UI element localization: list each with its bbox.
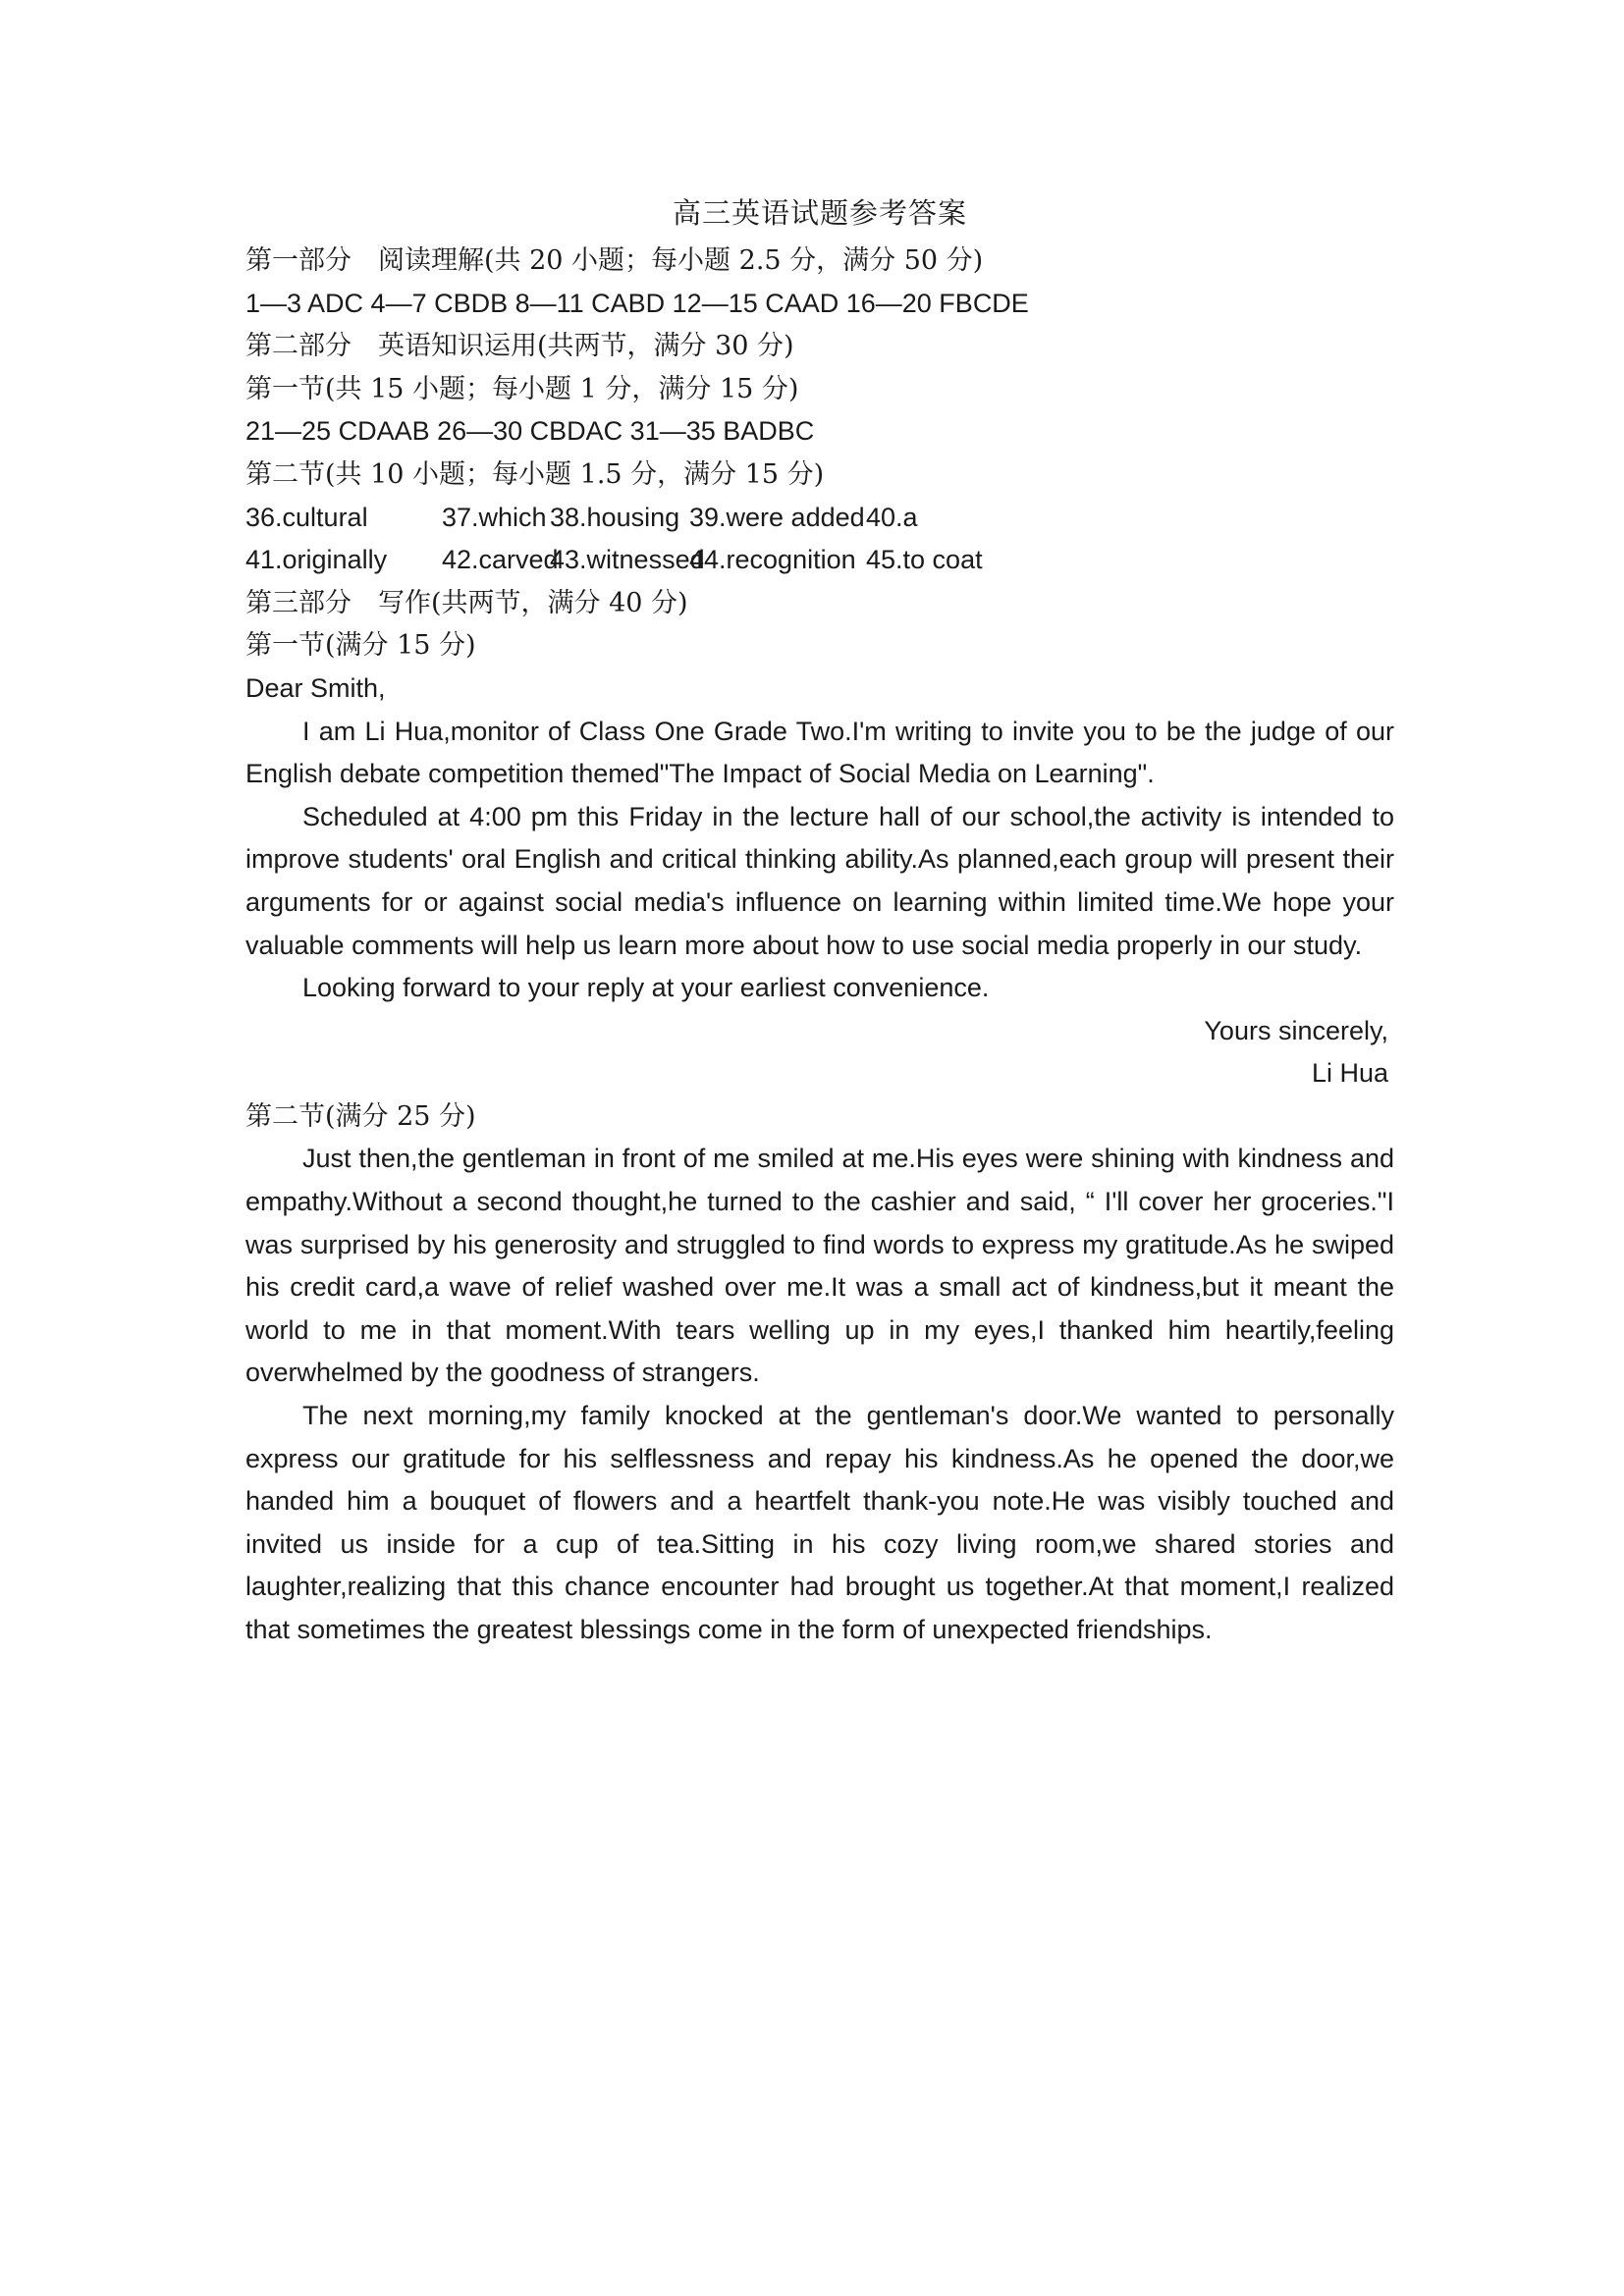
letter-paragraph-3: Looking forward to your reply at your earliest convenience. bbox=[302, 973, 990, 1003]
part2-section1-heading: 第一节(共 15 小题；每小题 1 分，满分 15 分) bbox=[245, 373, 799, 404]
story-paragraph-2: The next morning,my family knocked at the gentleman's door.We wanted to personally express our gratitude for his selflessness and repay his kindness.As he opened the door,we handed him a bouquet of flowers and a heartfelt thank-you note.He was visibly touched and invited us inside for a cup of tea.Sitting in his cozy living room,we shared stories and laughter,realizing that this chance encounter had brought us together.At that moment,I realized that sometimes the greatest blessings come in the form of unexpected friendships. bbox=[245, 1401, 1394, 1644]
letter-greeting: Dear Smith, bbox=[245, 672, 386, 703]
part3-section1-heading: 第一节(满分 15 分) bbox=[245, 630, 476, 662]
part1-heading: 第一部分 阅读理解(共 20 小题；每小题 2.5 分，满分 50 分) bbox=[245, 245, 984, 276]
letter-paragraph-2: Scheduled at 4:00 pm this Friday in the lecture hall of our school,the activity is intended to improve students' oral English and critical thinking ability.As planned,each group will present their arguments for or against social media's influence on learning within limited time.We hope your valuable comments will help us learn more about how to use social media properly in our study. bbox=[245, 801, 1394, 960]
answer-36: 36.cultural bbox=[245, 502, 368, 532]
part2-section2-heading: 第二节(共 10 小题；每小题 1.5 分，满分 15 分) bbox=[245, 458, 825, 490]
part1-answers: 1—3 ADC 4—7 CBDB 8—11 CABD 12—15 CAAD 16—20 FBCDE bbox=[245, 288, 1029, 318]
answer-key-page bbox=[245, 191, 1394, 1652]
story-paragraph-1: Just then,the gentleman in front of me smiled at me.His eyes were shining with kindness and empathy.Without a second thought,he turned to the cashier and said, “ I'll cover her groceries."I was surprised by his generosity and struggled to find words to express my gratitude.As he swiped his credit card,a wave of relief washed over me.It was a small act of kindness,but it meant the world to me in that moment.With tears welling up in my eyes,I thanked him heartily,feeling overwhelmed by the goodness of strangers. bbox=[245, 1144, 1394, 1388]
letter-signature: Li Hua bbox=[1311, 1058, 1388, 1089]
answer-43: 43.witnessed bbox=[550, 545, 705, 575]
letter-closing: Yours sincerely, bbox=[1204, 1015, 1388, 1045]
answer-37: 37.which bbox=[442, 502, 547, 532]
answer-38: 38.housing bbox=[550, 502, 680, 532]
part2-heading: 第二部分 英语知识运用(共两节，满分 30 分) bbox=[245, 331, 794, 362]
part3-heading: 第三部分 写作(共两节，满分 40 分) bbox=[245, 587, 688, 618]
part2-section2-answers-row2 bbox=[245, 539, 1394, 582]
answer-39: 39.were added bbox=[689, 502, 865, 532]
answer-40: 40.a bbox=[866, 502, 918, 532]
part2-section2-answers-row1 bbox=[245, 497, 1394, 540]
answer-42: 42.carved bbox=[442, 545, 559, 575]
answer-41: 41.originally bbox=[245, 545, 388, 575]
part2-section1-answers: 21—25 CDAAB 26—30 CBDAC 31—35 BADBC bbox=[245, 416, 815, 447]
part3-section2-heading: 第二节(满分 25 分) bbox=[245, 1100, 476, 1132]
letter-paragraph-1: I am Li Hua,monitor of Class One Grade Two.I'm writing to invite you to be the judge of our English debate competition themed"The Impact of Social Media on Learning". bbox=[245, 716, 1394, 789]
page-title: 高三英语试题参考答案 bbox=[672, 196, 967, 230]
answer-44: 44.recognition bbox=[689, 545, 856, 575]
answer-45: 45.to coat bbox=[866, 545, 983, 575]
